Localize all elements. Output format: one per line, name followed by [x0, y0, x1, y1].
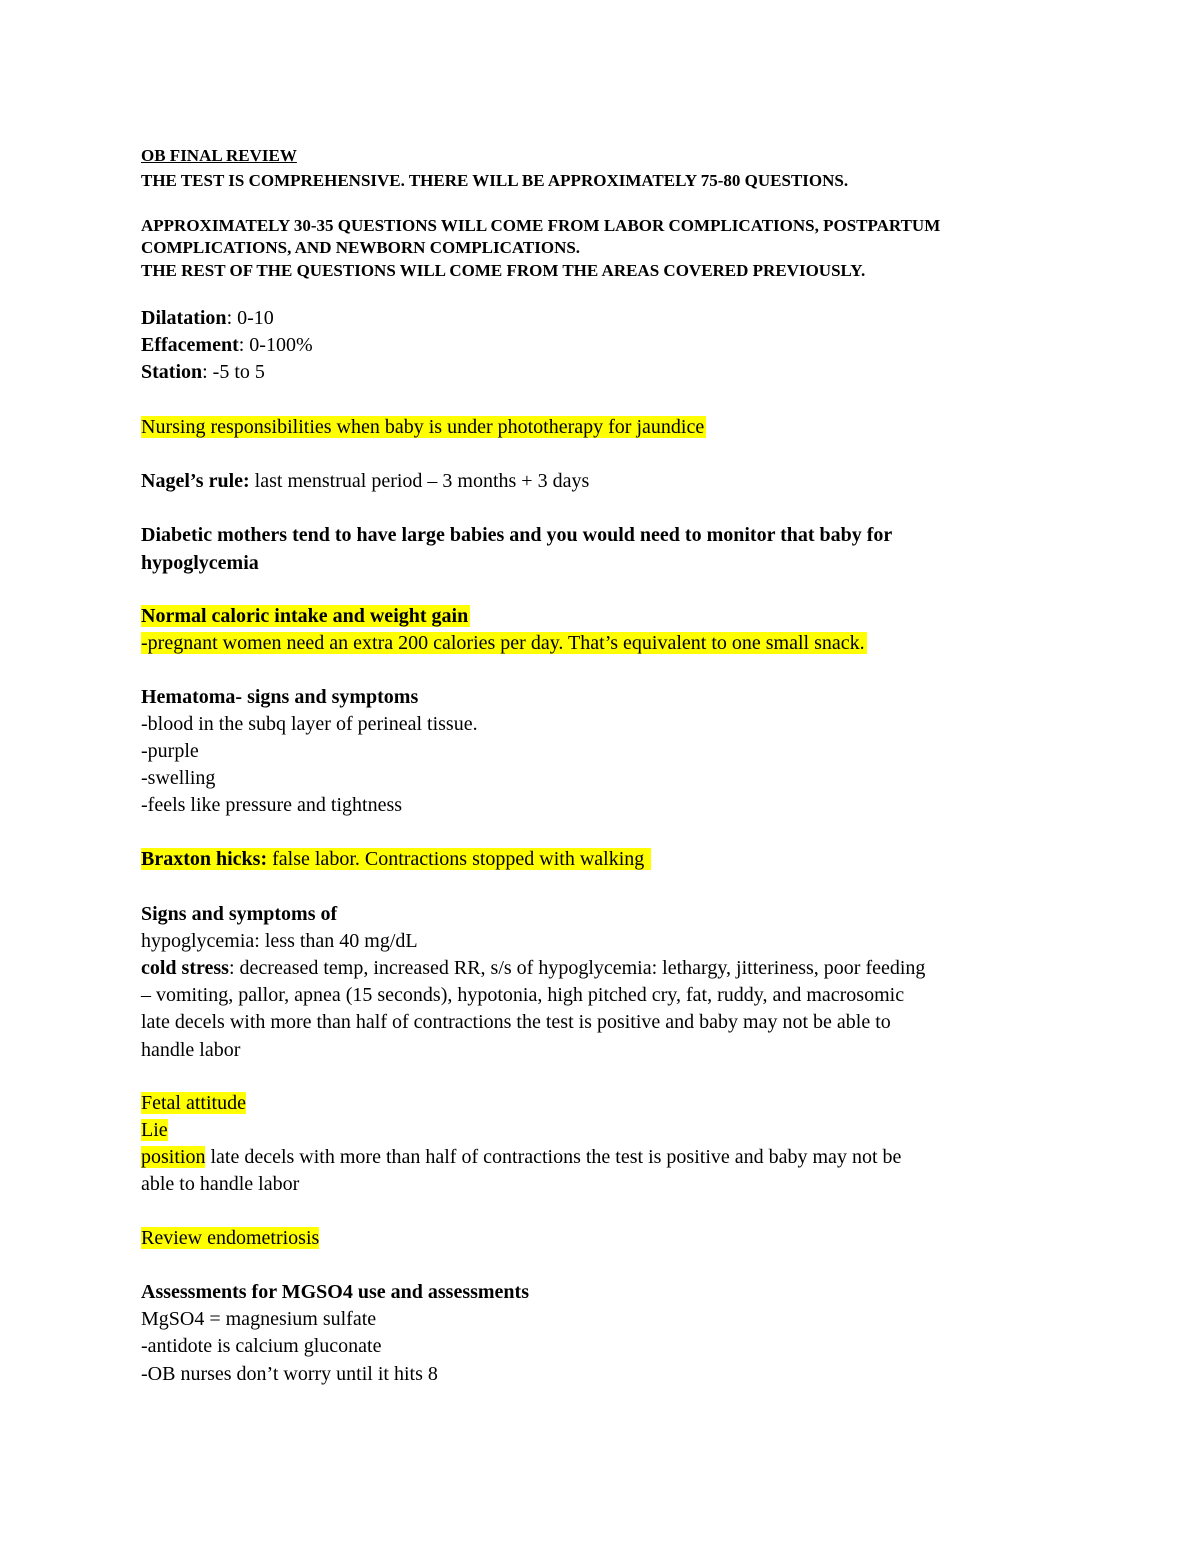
- dilatation-line: [141, 308, 274, 328]
- diabetic-line-1: Diabetic mothers tend to have large babies and you would need to monitor that baby for: [141, 524, 893, 546]
- position-label: position: [141, 1146, 206, 1168]
- position-value: late decels with more than half of contractions the test is positive and baby may not be: [205, 1146, 902, 1168]
- intro-line-1: THE TEST IS COMPREHENSIVE. THERE WILL BE APPROXIMATELY 75-80 QUESTIONS.: [141, 171, 849, 190]
- cold-stress-line: [141, 958, 925, 978]
- document-page: [141, 0, 1081, 1553]
- braxton-label: Braxton hicks:: [141, 848, 268, 870]
- caloric-heading-line: [141, 606, 470, 626]
- cold-stress-line-3: late decels with more than half of contractions the test is positive and baby may not be able to: [141, 1011, 891, 1033]
- position-line-2: able to handle labor: [141, 1173, 300, 1195]
- hematoma-item-2: -purple: [141, 740, 199, 762]
- nagel-label: Nagel’s rule:: [141, 470, 250, 492]
- hypoglycemia-line: hypoglycemia: less than 40 mg/dL: [141, 930, 418, 952]
- lie-text: Lie: [141, 1119, 168, 1141]
- hematoma-heading: Hematoma- signs and symptoms: [141, 686, 419, 708]
- signs-heading: Signs and symptoms of: [141, 903, 338, 925]
- braxton-value: false labor. Contractions stopped with walking: [267, 848, 645, 870]
- caloric-body: -pregnant women need an extra 200 calories per day. That’s equivalent to one small snack.: [141, 632, 865, 654]
- braxton-highlight: [141, 848, 651, 870]
- mgso4-item-3: -OB nurses don’t worry until it hits 8: [141, 1363, 438, 1385]
- fetal-attitude-line: [141, 1093, 246, 1113]
- phototherapy-line: [141, 417, 706, 437]
- diabetic-line-2: hypoglycemia: [141, 552, 259, 574]
- station-value: : -5 to 5: [202, 361, 265, 383]
- document-title: OB FINAL REVIEW: [141, 146, 297, 165]
- caloric-heading: Normal caloric intake and weight gain: [141, 605, 469, 627]
- mgso4-heading: Assessments for MGSO4 use and assessments: [141, 1281, 529, 1303]
- phototherapy-text: Nursing responsibilities when baby is under phototherapy for jaundice: [141, 416, 705, 438]
- effacement-line: [141, 335, 313, 355]
- effacement-label: Effacement: [141, 334, 239, 356]
- intro-line-3: THE REST OF THE QUESTIONS WILL COME FROM THE AREAS COVERED PREVIOUSLY.: [141, 261, 866, 280]
- position-line: [141, 1147, 901, 1167]
- nagel-line: [141, 471, 589, 491]
- cold-stress-value: : decreased temp, increased RR, s/s of hypoglycemia: lethargy, jitteriness, poor feeding: [228, 957, 926, 979]
- lie-line: [141, 1120, 168, 1140]
- effacement-value: : 0-100%: [238, 334, 313, 356]
- fetal-attitude-text: Fetal attitude: [141, 1092, 246, 1114]
- endometriosis-line: [141, 1228, 319, 1248]
- intro-line-2b: COMPLICATIONS, AND NEWBORN COMPLICATIONS.: [141, 238, 581, 257]
- mgso4-item-2: -antidote is calcium gluconate: [141, 1335, 382, 1357]
- mgso4-item-1: MgSO4 = magnesium sulfate: [141, 1308, 377, 1330]
- braxton-line: [141, 849, 651, 869]
- cold-stress-line-2: – vomiting, pallor, apnea (15 seconds), hypotonia, high pitched cry, fat, ruddy, and macrosomic: [141, 984, 905, 1006]
- cold-stress-line-4: handle labor: [141, 1039, 241, 1061]
- hematoma-item-1: -blood in the subq layer of perineal tissue.: [141, 713, 478, 735]
- intro-line-2a: APPROXIMATELY 30-35 QUESTIONS WILL COME FROM LABOR COMPLICATIONS, POSTPARTUM: [141, 216, 941, 235]
- dilatation-label: Dilatation: [141, 307, 227, 329]
- endometriosis-text: Review endometriosis: [141, 1227, 320, 1249]
- hematoma-item-3: -swelling: [141, 767, 216, 789]
- hematoma-item-4: -feels like pressure and tightness: [141, 794, 403, 816]
- dilatation-value: : 0-10: [226, 307, 274, 329]
- cold-stress-label: cold stress: [141, 957, 229, 979]
- station-line: [141, 362, 265, 382]
- station-label: Station: [141, 361, 203, 383]
- caloric-body-line: [141, 633, 867, 653]
- nagel-value: last menstrual period – 3 months + 3 days: [249, 470, 590, 492]
